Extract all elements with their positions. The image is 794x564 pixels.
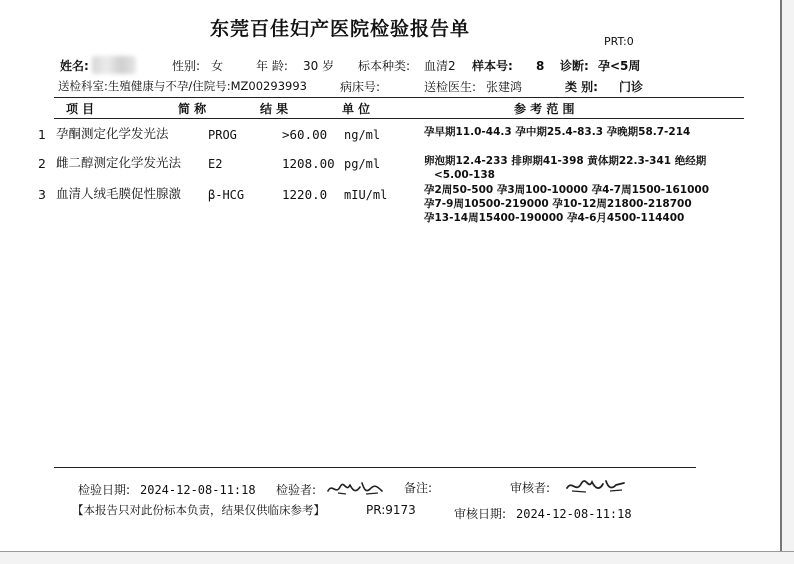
row-1-result: >60.00 [282,127,328,142]
col-reference-header: 参 考 范 围 [514,102,575,116]
gender-value: 女 [211,59,224,73]
category-value: 门诊 [619,80,644,94]
row-3-abbr: β-HCG [208,188,245,202]
row-3-name: 血清人绒毛膜促性腺激 [56,186,182,201]
specimen-type-value: 血清2 [424,59,456,73]
gender-label: 性别: [172,59,201,73]
prt-label: PRT:0 [604,35,634,48]
category-label: 类 别: [565,80,598,94]
row-2-ref-line-1: 卵泡期12.4-233 排卵期41-398 黄体期22.3-341 绝经期 [424,155,707,167]
diagnosis-value: 孕<5周 [598,59,641,73]
row-2-no: 2 [38,156,46,171]
review-date-value: 2024-12-08-11:18 [516,507,632,521]
diagnosis-label: 诊断: [560,59,589,73]
test-date-label: 检验日期: [78,483,131,497]
col-item-header: 项 目 [66,102,95,116]
dept-inpatient-line: 送检科室:生殖健康与不孕/住院号:MZ00293993 [58,79,307,93]
sample-no-value: 8 [536,59,545,73]
age-label: 年 龄: [256,59,288,73]
doctor-label: 送检医生: [424,80,477,94]
row-3-unit: mIU/ml [344,188,388,202]
row-3-no: 3 [38,187,46,202]
footer-rule [54,467,696,468]
header-bottom-rule [54,118,744,119]
window-right-edge [780,0,794,563]
row-1-no: 1 [38,127,46,142]
name-label: 姓名: [60,59,89,73]
doctor-value: 张建鸿 [486,80,523,94]
reviewer-signature [564,475,628,497]
specimen-type-label: 标本种类: [358,59,411,73]
row-1-ref-line-1: 孕早期11.0-44.3 孕中期25.4-83.3 孕晚期58.7-214 [424,126,691,138]
col-result-header: 结 果 [260,102,289,116]
pr-label: PR:9173 [366,503,416,517]
age-value: 30 岁 [303,59,335,73]
row-3-ref-line-1: 孕2周50-500 孕3周100-10000 孕4-7周1500-161000 [424,184,710,196]
header-top-rule [54,97,744,98]
tester-signature [326,479,386,499]
redacted-name [92,56,136,74]
row-2-ref-line-2: <5.00-138 [434,169,495,181]
reviewer-label: 审核者: [510,481,551,495]
row-2-abbr: E2 [208,157,223,171]
col-unit-header: 单 位 [342,102,371,116]
row-2-name: 雌二醇测定化学发光法 [56,155,182,170]
row-2-unit: pg/ml [344,157,381,171]
window-bottom-edge [0,551,794,564]
row-3-ref-line-3: 孕13-14周15400-190000 孕4-6月4500-114400 [424,212,685,224]
sample-no-label: 样本号: [472,59,513,73]
remarks-label: 备注: [404,481,433,495]
row-1-name: 孕酮测定化学发光法 [56,126,169,141]
bed-label: 病床号: [340,80,381,94]
row-1-abbr: PROG [208,128,237,142]
tester-label: 检验者: [276,483,317,497]
row-2-result: 1208.00 [282,156,335,171]
review-date-label: 审核日期: [454,507,507,521]
report-title: 东莞百佳妇产医院检验报告单 [210,18,471,40]
row-1-unit: ng/ml [344,128,381,142]
test-date-value: 2024-12-08-11:18 [140,483,256,497]
disclaimer-text: 【本报告只对此份标本负责，结果仅供临床参考】 [72,503,325,517]
col-abbr-header: 简 称 [178,102,207,116]
row-3-ref-line-2: 孕7-9周10500-219000 孕10-12周21800-218700 [424,198,692,210]
row-3-result: 1220.0 [282,187,328,202]
